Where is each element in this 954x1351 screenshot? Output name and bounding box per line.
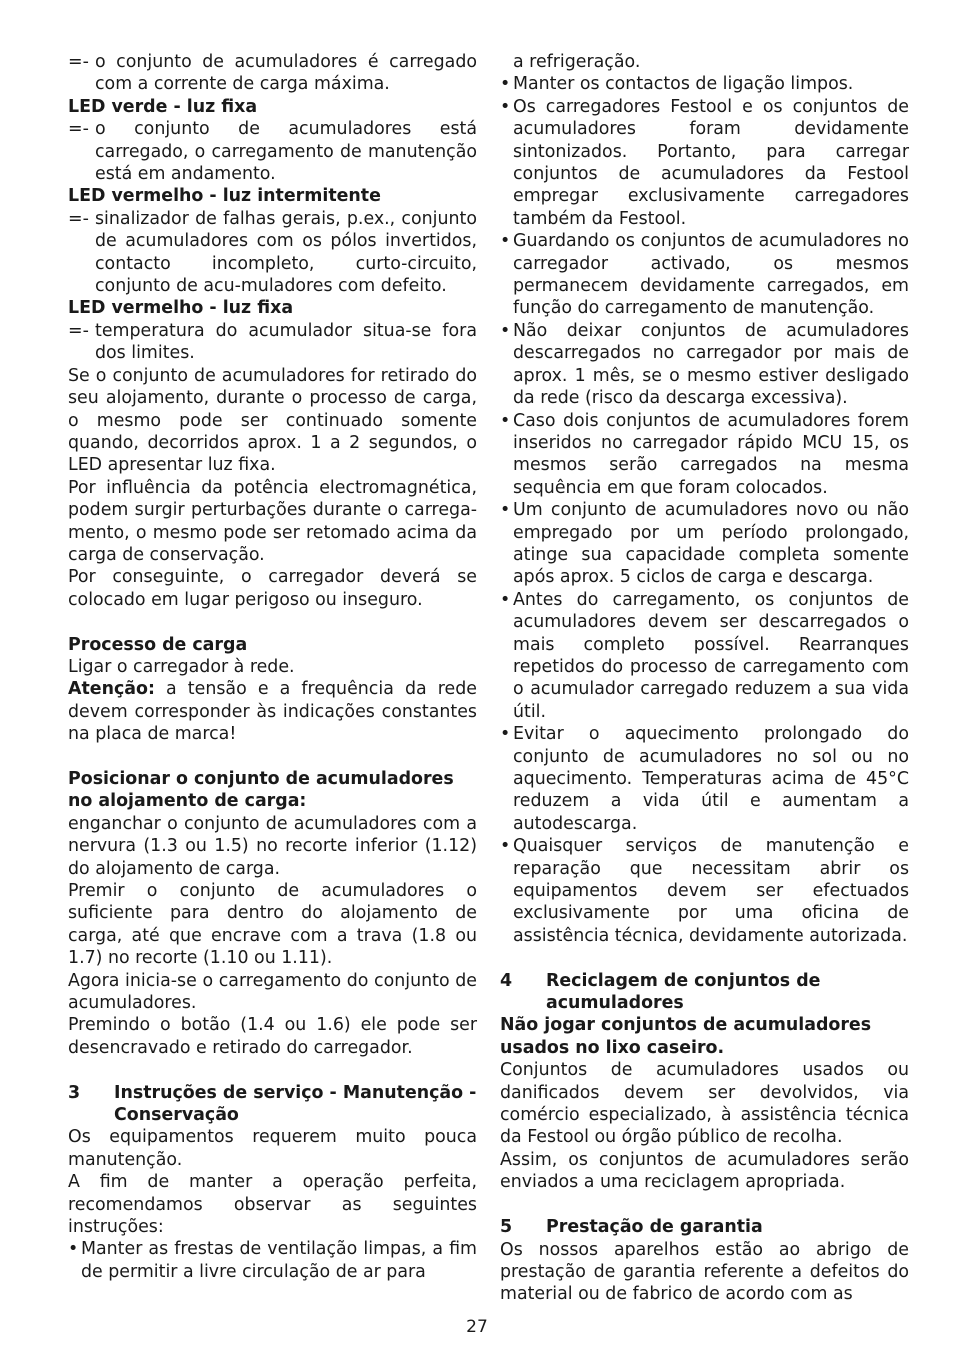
bullet-marker: • [500, 836, 511, 857]
bullet-item [500, 410, 909, 500]
dash-marker: =- [68, 320, 89, 341]
status-item [68, 208, 477, 298]
right-column [500, 51, 909, 1306]
bullet-text: Evitar o aquecimento prolongado do conjunto de acumuladores no sol ou no aquecimento. Temperaturas acima de 45°C reduzem a vida útil e aumentam a autodescarga. [513, 724, 909, 834]
paragraph: Conjuntos de acumuladores usados ou danificados devem ser devolvidos, via comércio especializado, à assistência técnica da Festool ou órgão público de recolha. [500, 1060, 909, 1148]
dash-marker: =- [68, 119, 89, 140]
section-5-heading [500, 1216, 909, 1238]
bullet-item [500, 835, 909, 947]
paragraph: Se o conjunto de acumuladores for retirado do seu alojamento, durante o processo de carga, o mesmo pode ser continuado somente quando, decorridos aprox. 1 a 2 segundos, o LED apresentar luz fixa. [68, 365, 477, 476]
section-number: 4 [500, 970, 513, 991]
bullet-text: Não deixar conjuntos de acumuladores descarregados no carregador por mais de aprox. 1 mês, se o mesmo estiver desligado da rede (risco da descarga excessiva). [513, 320, 909, 409]
paragraph: Premindo o botão (1.4 ou 1.6) ele pode ser desencravado e retirado do carregador. [68, 1015, 477, 1058]
bullet-marker: • [500, 500, 511, 521]
attention-text: a tensão e a frequência da rede devem corresponder às indicações constantes na placa de marca! [68, 679, 477, 745]
bullet-text: Quaisquer serviços de manutenção e reparação que necessitam abrir os equipamentos devem ser efectuados exclusivamente por uma oficina de assistência técnica, devidamente autorizada. [513, 836, 909, 946]
bullet-item-continued [500, 51, 909, 73]
bullet-item [500, 73, 909, 95]
bullet-marker: • [500, 410, 511, 431]
bullet-marker: • [500, 96, 511, 117]
section-number: 5 [500, 1217, 513, 1238]
bullet-text: Caso dois conjuntos de acumuladores forem inseridos no carregador rápido MCU 15, os mesmos serão carregados na mesma sequência em que foram colocados. [513, 410, 909, 498]
status-item [68, 51, 477, 96]
bullet-text: Manter os contactos de ligação limpos. [513, 74, 854, 95]
status-item [68, 320, 477, 365]
bullet-text: a refrigeração. [513, 52, 641, 72]
left-column [68, 51, 477, 1283]
paragraph: Agora inicia-se o carregamento do conjunto de acumuladores. [68, 970, 477, 1014]
paragraph: enganchar o conjunto de acumuladores com a nervura (1.3 ou 1.5) no recorte inferior (1.12) do alojamento de carga. [68, 813, 477, 879]
bullet-item [500, 499, 909, 589]
bullet-item [500, 96, 909, 230]
paragraph: Assim, os conjuntos de acumuladores serão enviados a uma reciclagem apropriada. [500, 1149, 909, 1193]
bullet-text: Manter as frestas de ventilação limpas, a fim de permitir a livre circulação de ar para [81, 1239, 477, 1282]
heading-led-vermelho-fixa: LED vermelho - luz fixa [68, 298, 294, 319]
heading-processo-de-carga: Processo de carga [68, 634, 248, 655]
attention-label: Atenção: [68, 679, 155, 700]
heading-nao-jogar: Não jogar conjuntos de acumuladores usados no lixo caseiro. [500, 1015, 872, 1058]
dash-marker: =- [68, 52, 89, 72]
heading-led-verde: LED verde - luz fixa [68, 96, 258, 117]
page-number: 27 [466, 1317, 488, 1337]
bullet-marker: • [500, 231, 511, 252]
heading-led-vermelho-intermitente: LED vermelho - luz intermitente [68, 186, 381, 207]
bullet-text: Guardando os conjuntos de acumuladores no carregador activado, os mesmos permanecem devidamente carregados, em função do carregamento de manutenção. [513, 231, 909, 319]
paragraph: Premir o conjunto de acumuladores o suficiente para dentro do alojamento de carga, até que encrave com a trava (1.8 ou 1.7) no recorte (1.10 ou 1.11). [68, 881, 477, 969]
paragraph: A fim de manter a operação perfeita, recomendamos observar as seguintes instruções: [68, 1172, 477, 1238]
heading-posicionar: Posicionar o conjunto de acumuladores no alojamento de carga: [68, 768, 454, 812]
bullet-marker: • [68, 1239, 79, 1260]
bullet-marker: • [500, 589, 511, 610]
paragraph: Por influência da potência electromagnética, podem surgir perturbações durante o carrega-mento, o mesmo pode ser retomado acima da carga de conservação. [68, 477, 477, 565]
status-text: sinalizador de falhas gerais, p.ex., conjunto de acumuladores com os pólos invertidos, contacto incompleto, curto-circuito, conjunto de acu-muladores com defeito. [95, 208, 477, 297]
paragraph: Os nossos aparelhos estão ao abrigo de prestação de garantia referente a defeitos do material ou de fabrico de acordo com as [500, 1239, 909, 1305]
dash-marker: =- [68, 208, 89, 229]
paragraph: Ligar o carregador à rede. [68, 656, 295, 677]
section-3-heading [68, 1082, 477, 1127]
status-item [68, 118, 477, 185]
bullet-marker: • [500, 724, 511, 745]
status-text: temperatura do acumulador situa-se fora dos limites. [95, 320, 477, 364]
attention-paragraph [68, 678, 477, 745]
section-title: Reciclagem de conjuntos de acumuladores [546, 970, 821, 1014]
section-number: 3 [68, 1082, 81, 1103]
paragraph: Por conseguinte, o carregador deverá se colocado em lugar perigoso ou inseguro. [68, 567, 477, 610]
bullet-item [500, 230, 909, 320]
bullet-text: Um conjunto de acumuladores novo ou não empregado por um período prolongado, atinge sua capacidade completa somente após aprox. 5 ciclos de carga e descarga. [513, 500, 909, 588]
bullet-item [500, 723, 909, 835]
bullet-item [500, 589, 909, 723]
paragraph: Os equipamentos requerem muito pouca manutenção. [68, 1127, 477, 1170]
status-text: o conjunto de acumuladores é carregado com a corrente de carga máxima. [95, 52, 477, 95]
section-title: Instruções de serviço - Manutenção - Conservação [114, 1082, 477, 1126]
section-4-heading [500, 970, 909, 1015]
bullet-marker: • [500, 74, 511, 95]
bullet-text: Antes do carregamento, os conjuntos de acumuladores devem ser descarregados o mais completo possível. Rearranques repetidos do processo de carregamento com o acumulador carregado reduzem a sua vida útil. [513, 589, 909, 722]
bullet-text: Os carregadores Festool e os conjuntos de acumuladores foram devidamente sintonizados. Portanto, para carregar conjuntos de acumuladores da Festool empregar exclusivamente carregadores também da Festool. [513, 96, 909, 229]
section-title: Prestação de garantia [546, 1217, 763, 1238]
bullet-item [500, 320, 909, 410]
bullet-marker: • [500, 320, 511, 341]
status-text: o conjunto de acumuladores está carregado, o carregamento de manutenção está em andamento. [95, 119, 477, 185]
bullet-item [68, 1238, 477, 1283]
